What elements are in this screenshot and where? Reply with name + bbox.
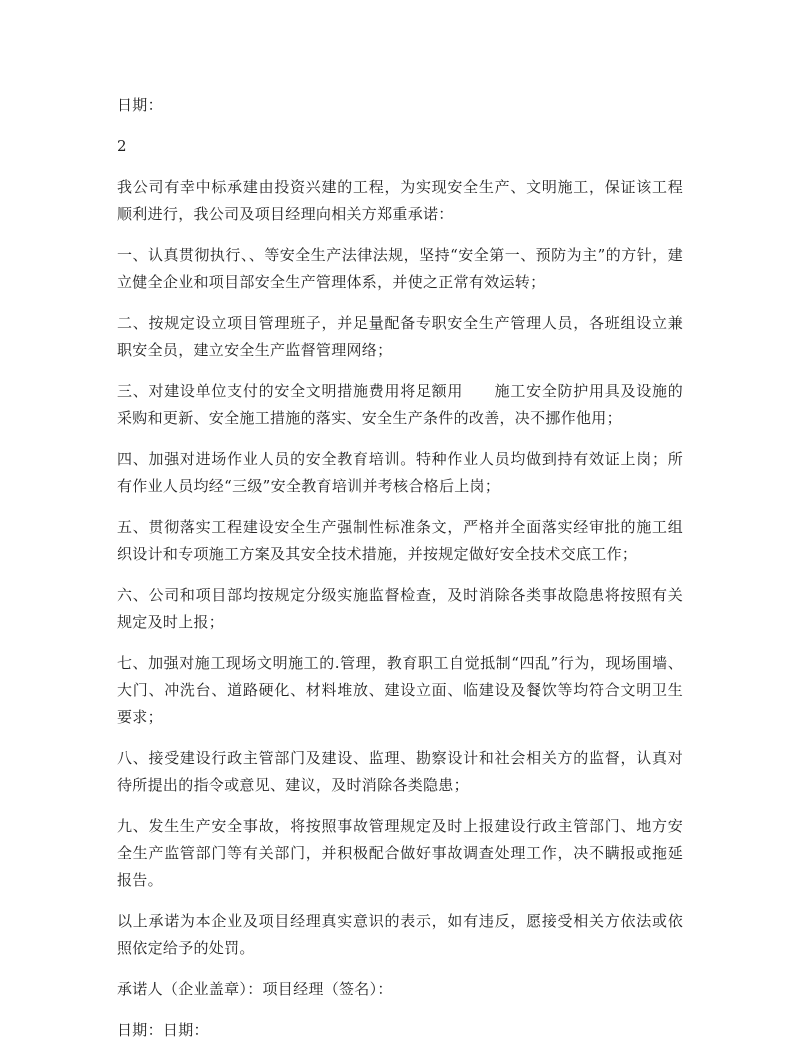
date-label-top: 日期： <box>117 96 163 114</box>
paragraph-item-1: 一、认真贯彻执行、、等安全生产法律法规，坚持“安全第一、预防为主”的方针，建立健全企业和项目部安全生产管理体系，并使之正常有效运转； <box>117 246 683 291</box>
paragraph-item-3: 三、对建设单位支付的安全文明措施费用将足额用 施工安全防护用具及设施的采购和更新、安全施工措施的落实、安全生产条件的改善，决不挪作他用； <box>117 382 683 427</box>
paragraph-item-9: 九、发生生产安全事故，将按照事故管理规定及时上报建设行政主管部门、地方安全生产监管部门等有关部门，并积极配合做好事故调查处理工作，决不瞒报或拖延报告。 <box>117 817 683 889</box>
document-page <box>117 92 683 1058</box>
paragraph-item-7: 七、加强对施工现场文明施工的.管理，教育职工自觉抵制“四乱”行为，现场围墙、大门、冲洗台、道路硬化、材料堆放、建设立面、临建设及餐饮等均符合文明卫生要求； <box>117 654 683 726</box>
date-label-bottom: 日期：日期： <box>117 1021 209 1039</box>
page-number: 2 <box>117 137 127 155</box>
paragraph-item-4: 四、加强对进场作业人员的安全教育培训。特种作业人员均做到持有效证上岗；所有作业人员均经“三级”安全教育培训并考核合格后上岗； <box>117 450 683 495</box>
paragraph-item-2: 二、按规定设立项目管理班子，并足量配备专职安全生产管理人员，各班组设立兼职安全员，建立安全生产监督管理网络； <box>117 314 683 359</box>
paragraph-intro: 我公司有幸中标承建由投资兴建的工程，为实现安全生产、文明施工，保证该工程顺利进行，我公司及项目经理向相关方郑重承诺： <box>117 178 683 223</box>
paragraph-item-6: 六、公司和项目部均按规定分级实施监督检查，及时消除各类事故隐患将按照有关规定及时上报； <box>117 586 683 631</box>
paragraph-conclusion: 以上承诺为本企业及项目经理真实意识的表示，如有违反，愿接受相关方依法或依照依定给予的处罚。 <box>117 912 683 957</box>
paragraph-item-5: 五、贯彻落实工程建设安全生产强制性标准条文，严格并全面落实经审批的施工组织设计和专项施工方案及其安全技术措施，并按规定做好安全技术交底工作； <box>117 518 683 563</box>
paragraph-item-8: 八、接受建设行政主管部门及建设、监理、勘察设计和社会相关方的监督，认真对待所提出的指令或意见、建议，及时消除各类隐患； <box>117 749 683 794</box>
signature-line: 承诺人（企业盖章）：项目经理（签名）： <box>117 980 393 998</box>
